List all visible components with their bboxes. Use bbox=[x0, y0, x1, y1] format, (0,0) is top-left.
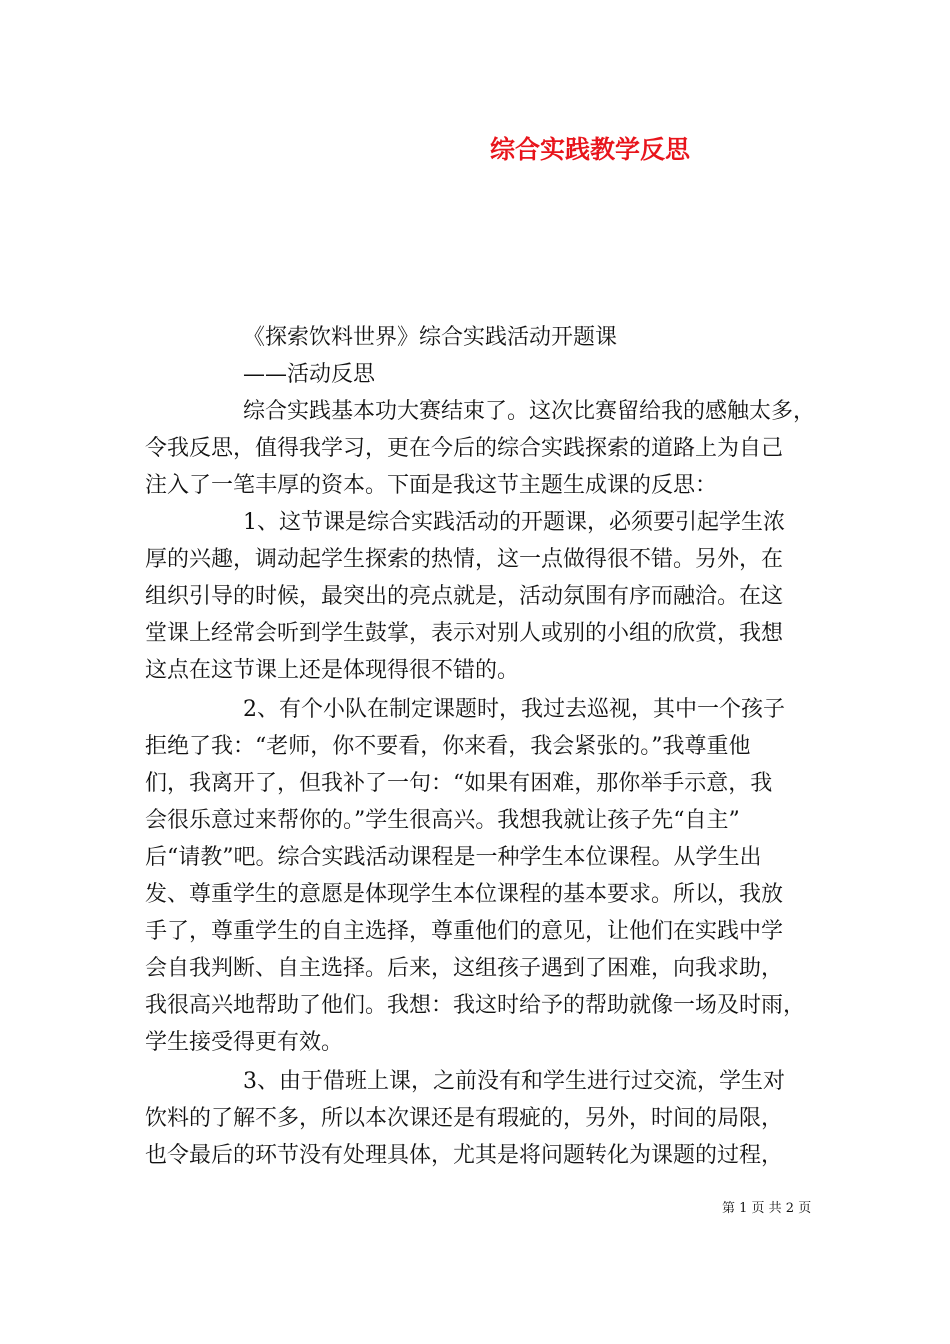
paragraph-line: 1、这节课是综合实践活动的开题课，必须要引起学生浓 bbox=[243, 510, 785, 535]
paragraph-line: 这点在这节课上还是体现得很不错的。 bbox=[145, 658, 520, 683]
page-number: 第 1 页 共 2 页 bbox=[722, 1201, 812, 1216]
paragraph-line: 我很高兴地帮助了他们。我想：我这时给予的帮助就像一场及时雨， bbox=[145, 993, 806, 1018]
paragraph-line: 也令最后的环节没有处理具体，尤其是将问题转化为课题的过程， bbox=[145, 1143, 784, 1168]
paragraph-line: 组织引导的时候，最突出的亮点就是，活动氛围有序而融洽。在这 bbox=[145, 584, 784, 609]
paragraph-line: 学生接受得更有效。 bbox=[145, 1030, 344, 1055]
paragraph-line: 令我反思，值得我学习，更在今后的综合实践探索的道路上为自己 bbox=[145, 436, 784, 461]
paragraph-line: 们，我离开了，但我补了一句：“如果有困难，那你举手示意，我 bbox=[145, 771, 773, 796]
paragraph-line: 注入了一笔丰厚的资本。下面是我这节主题生成课的反思： bbox=[145, 473, 718, 498]
page-title: 综合实践教学反思 bbox=[489, 135, 690, 164]
paragraph-line: 堂课上经常会听到学生鼓掌，表示对别人或别的小组的欣赏，我想 bbox=[145, 621, 784, 646]
paragraph-line: 厚的兴趣，调动起学生探索的热情，这一点做得很不错。另外，在 bbox=[145, 547, 784, 572]
paragraph-line: 综合实践基本功大赛结束了。这次比赛留给我的感触太多， bbox=[243, 399, 816, 424]
paragraph-line: 拒绝了我：“老师，你不要看，你来看，我会紧张的。”我尊重他 bbox=[145, 734, 751, 759]
subtitle-line: 《探索饮料世界》综合实践活动开题课 bbox=[243, 325, 618, 350]
paragraph-line: 3、由于借班上课，之前没有和学生进行过交流，学生对 bbox=[243, 1069, 785, 1094]
subtitle-line: ——活动反思 bbox=[243, 362, 376, 387]
paragraph-line: 会自我判断、自主选择。后来，这组孩子遇到了困难，向我求助， bbox=[145, 956, 784, 981]
paragraph-line: 2、有个小队在制定课题时，我过去巡视，其中一个孩子 bbox=[243, 697, 785, 722]
paragraph-line: 后“请教”吧。综合实践活动课程是一种学生本位课程。从学生出 bbox=[145, 845, 762, 870]
paragraph-line: 发、尊重学生的意愿是体现学生本位课程的基本要求。所以，我放 bbox=[145, 882, 784, 907]
paragraph-line: 饮料的了解不多，所以本次课还是有瑕疵的，另外，时间的局限， bbox=[145, 1106, 784, 1131]
paragraph-line: 手了，尊重学生的自主选择，尊重他们的意见，让他们在实践中学 bbox=[145, 919, 784, 944]
paragraph-line: 会很乐意过来帮你的。”学生很高兴。我想我就让孩子先“自主” bbox=[145, 808, 740, 833]
